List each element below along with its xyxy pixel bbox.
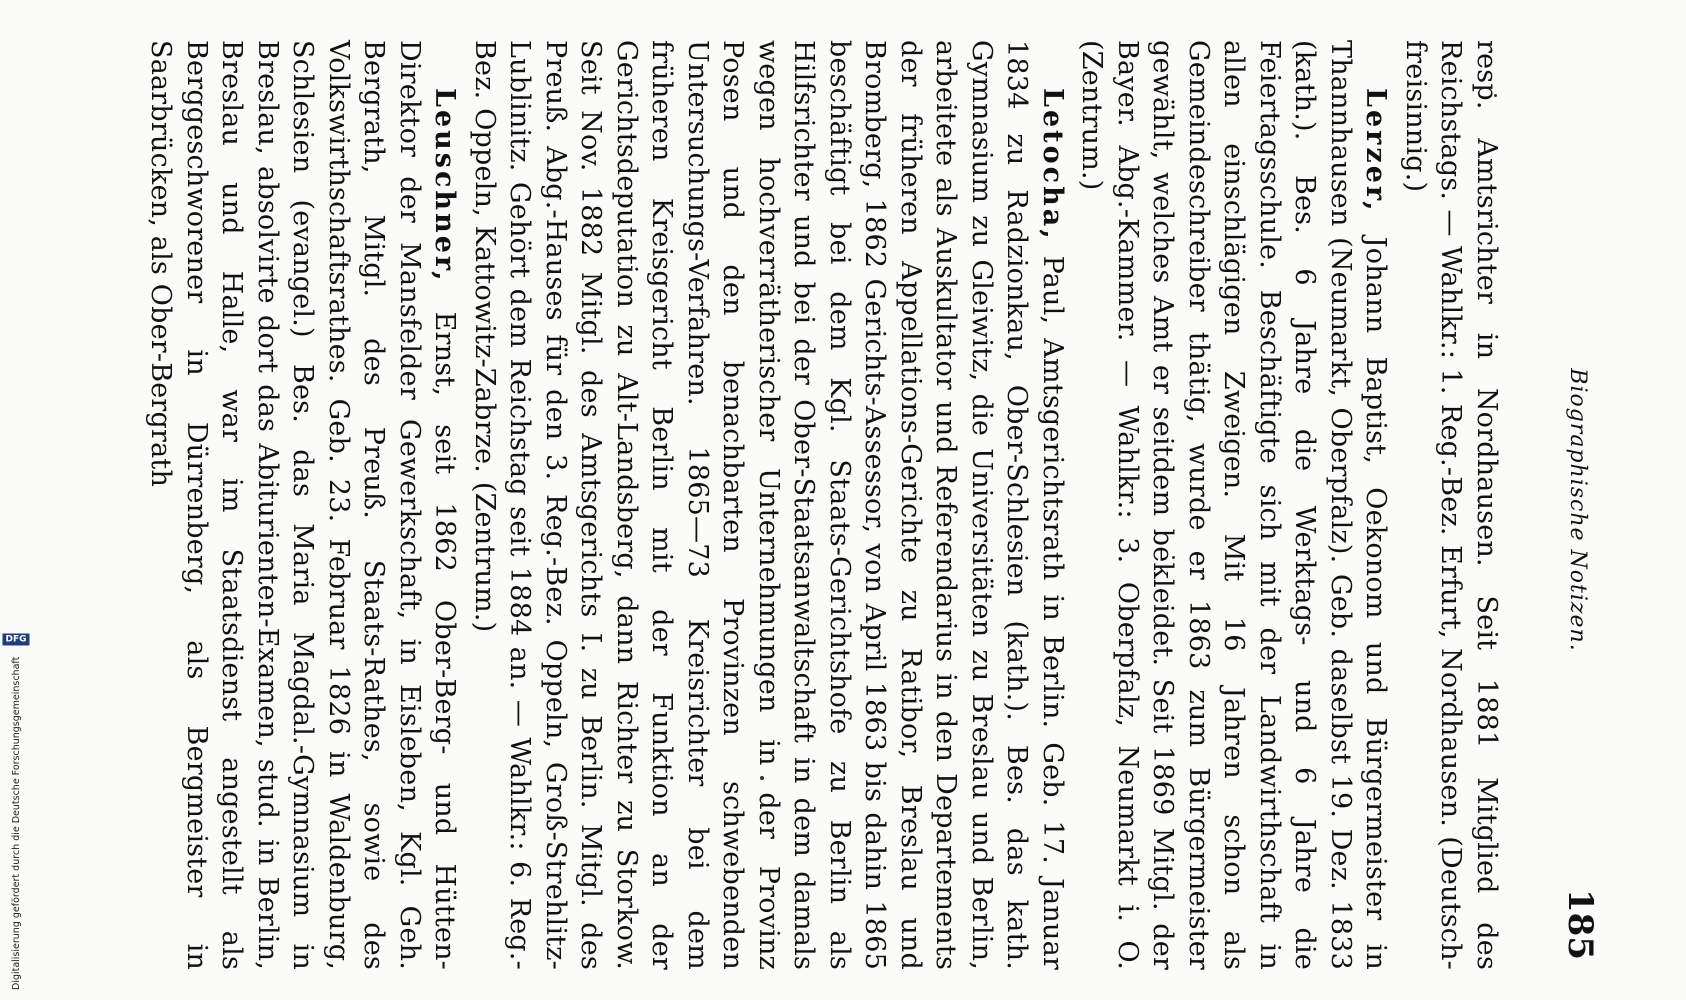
biography-entry: [143, 40, 463, 970]
page-number: 185: [1560, 889, 1600, 960]
running-head-title: Biographische Notizen.: [1565, 368, 1590, 652]
rotated-book-page: [145, 40, 1600, 980]
running-head: [1552, 40, 1600, 980]
paragraph-text: resp. Amtsrichter in Nordhausen. Seit 1881 Mitglied des Reichstags. — Wahlkr.: 1. Reg.-Bez. Erfurt, Nordhausen. (Deutsch-freisinnig.): [1400, 40, 1502, 970]
paragraph-continuation: [1398, 40, 1505, 970]
page-body: [139, 40, 1504, 970]
entry-name: Leuschner,: [429, 88, 461, 284]
entry-name: Lerzer,: [1360, 88, 1392, 214]
entry-text: Johann Baptist, Oekonom und Bürgermeister in Thannhausen (Neumarkt, Oberpfalz). Geb. daselbst 19. Dez. 1833 (kath.). Bes. 6 Jahre die Werktags- und 6 Jahre die Feiertagsschule. Beschäftigte sich mit der Landwirthschaft in allen einschlägigen Zweigen. Mit 16 Jahren schon als Gemeindeschreiber thätig, wurde er 1863 zum Bürgermeister gewählt, welches Amt er seitdem bekleidet. Seit 1869 Mitgl. der Bayer. Abg.-Kammer. — Wahlkr.: 3. Oberpfalz, Neumarkt i. O. (Zentrum.): [1076, 40, 1392, 970]
credit-text: Digitalisierung gefördert durch die Deutsche Forschungsgemeinschaft: [10, 656, 22, 990]
dfg-logo: DFG: [2, 633, 29, 645]
entry-name: Letocha,: [1037, 88, 1068, 242]
entry-text: Ernst, seit 1862 Ober-Berg- und Hütten-Direktor der Mansfelder Gewerkschaft, in Eisleben, Kgl. Geh. Bergrath, Mitgl. des Preuß. Staats-Rathes, sowie des Volkswirthschaftsrathes. Geb. 23. Februar 1826 in Waldenburg, Schlesien (evangel.) Bes. das Maria Magdal.-Gymnasium in Breslau, absolvirte dort das Abiturienten-Examen, stud. in Berlin, Breslau und Halle, war im Staatsdienst angestellt als Berggeschworener in Dürrenberg, als Bergmeister in Saarbrücken, als Ober-Bergrath: [145, 40, 461, 970]
entry-text: Paul, Amtsgerichtsrath in Berlin. Geb. 17. Januar 1834 zu Radzionkau, Ober-Schlesien (kath.). Bes. das kath. Gymnasium zu Gleiwitz, die Universitäten zu Breslau und Berlin, arbeitete als Auskultator und Referendarius in den Departements der früheren Appellations-Gerichte zu Ratibor, Breslau und Bromberg, 1862 Gerichts-Assessor, von April 1863 bis dahin 1865 beschäftigt bei dem Kgl. Staats-Gerichtshofe zu Berlin als Hilfsrichter und bei der Ober-Staatsanwaltschaft in dem damals wegen hochverrätherischer Unternehmungen in der Provinz Posen und den benachbarten Provinzen schwebenden Untersuchungs-Verfahren. 1865—73 Kreisrichter bei dem früheren Kreisgericht Berlin mit der Funktion an der Gerichtsdeputation zu Alt-Landsberg, dann Richter zu Storkow. Seit Nov. 1882 Mitgl. des Amtsgerichts I. zu Berlin. Mitgl. des Preuß. Abg.-Hauses für den 3. Reg.-Bez. Oppeln, Groß-Strehlitz-Lublinitz. Gehört dem Reichstag seit 1884 an. — Wahlkr.: 6. Reg.-Bez. Oppeln, Kattowitz-Zabrze. (Zentrum.): [469, 40, 1068, 970]
biography-entry: [1074, 40, 1394, 970]
biography-entry: [467, 40, 1071, 970]
digitization-credit: [0, 0, 27, 1000]
